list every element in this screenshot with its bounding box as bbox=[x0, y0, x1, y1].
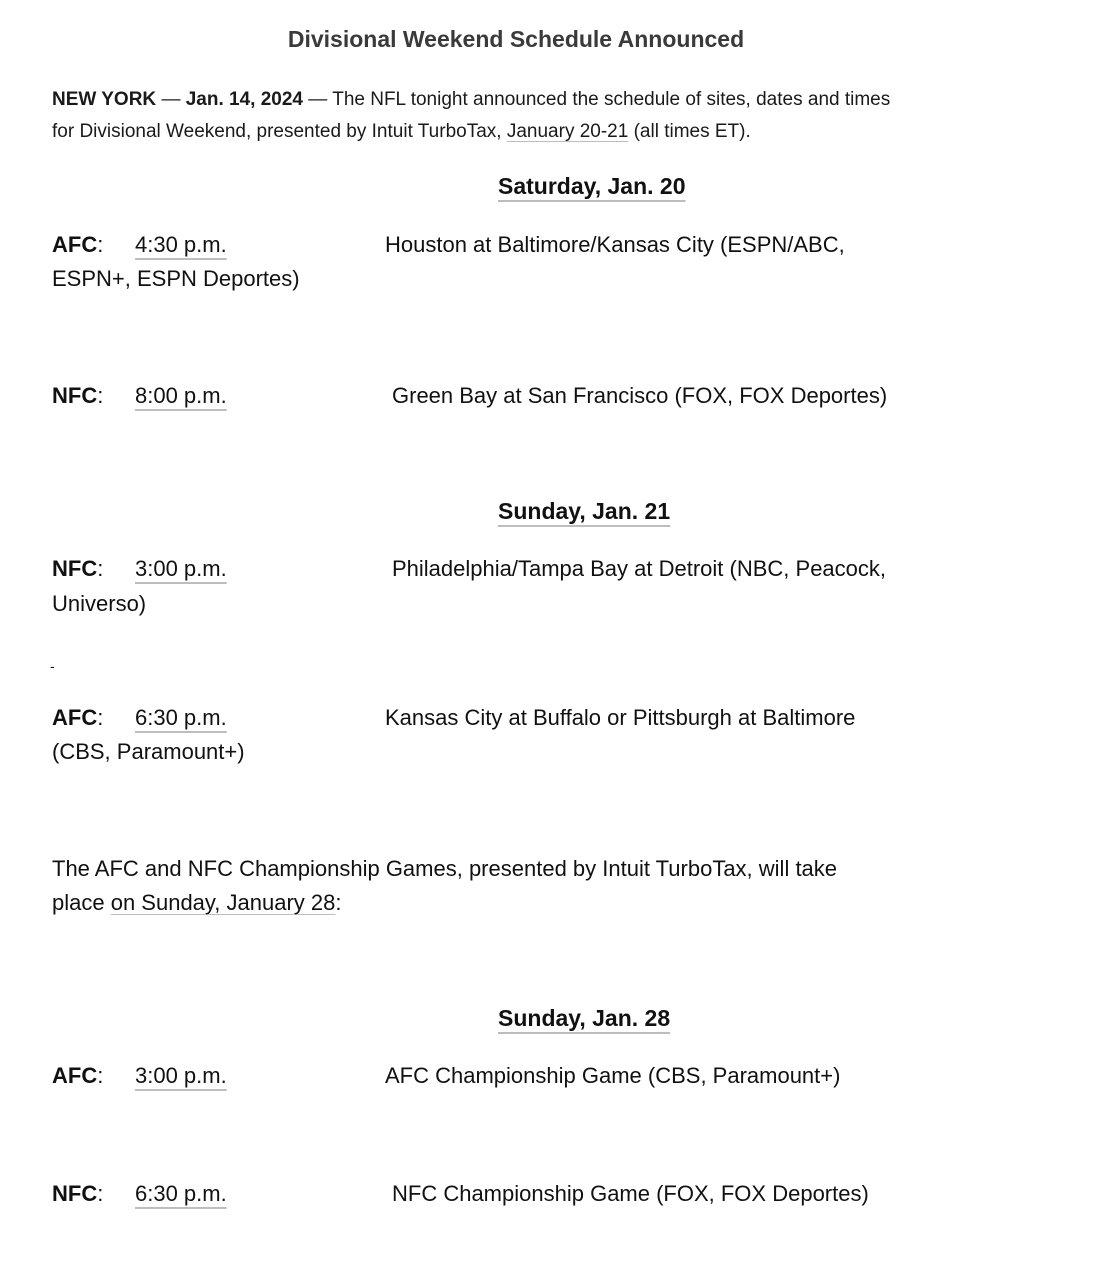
game-conf: NFC: bbox=[52, 556, 104, 581]
game-networks: ESPN+, ESPN Deportes) bbox=[52, 266, 300, 291]
intro-line-2 bbox=[52, 121, 751, 143]
game-matchup: Kansas City at Buffalo or Pittsburgh at Baltimore bbox=[385, 705, 856, 730]
intro-line-1 bbox=[52, 89, 890, 111]
game-matchup: Houston at Baltimore/Kansas City (ESPN/ABC, bbox=[385, 232, 845, 257]
separator-dash: - bbox=[50, 658, 55, 674]
day-heading-sunday-28: Sunday, Jan. 28 bbox=[498, 1005, 671, 1031]
game-matchup: Green Bay at San Francisco (FOX, FOX Deportes) bbox=[392, 383, 888, 408]
game-conf: NFC: bbox=[52, 1181, 104, 1206]
game-matchup: Philadelphia/Tampa Bay at Detroit (NBC, Peacock, bbox=[392, 556, 887, 581]
game-matchup: NFC Championship Game (FOX, FOX Deportes) bbox=[392, 1181, 869, 1206]
game-time[interactable]: 8:00 p.m. bbox=[135, 383, 227, 408]
game-time[interactable]: 6:30 p.m. bbox=[135, 705, 227, 730]
game-time[interactable]: 4:30 p.m. bbox=[135, 232, 227, 257]
page-title: Divisional Weekend Schedule Announced bbox=[287, 26, 745, 52]
dateline-city: NEW YORK bbox=[52, 89, 157, 110]
game-conf: AFC: bbox=[52, 705, 104, 730]
game-time[interactable]: 6:30 p.m. bbox=[135, 1181, 227, 1206]
game-conf: NFC: bbox=[52, 383, 104, 408]
championship-text-line-1: The AFC and NFC Championship Games, presented by Intuit TurboTax, will take bbox=[52, 856, 838, 881]
date-range-link[interactable]: January 20-21 bbox=[506, 121, 629, 142]
championship-date-link[interactable]: on Sunday, January 28 bbox=[110, 890, 336, 915]
game-time[interactable]: 3:00 p.m. bbox=[135, 1063, 227, 1088]
game-networks: (CBS, Paramount+) bbox=[52, 739, 245, 764]
game-conf: AFC: bbox=[52, 1063, 104, 1088]
game-time[interactable]: 3:00 p.m. bbox=[135, 556, 227, 581]
day-heading-saturday: Saturday, Jan. 20 bbox=[498, 173, 686, 199]
game-conf: AFC: bbox=[52, 232, 104, 257]
game-matchup: AFC Championship Game (CBS, Paramount+) bbox=[385, 1063, 841, 1088]
championship-text-line-2: place on Sunday, January 28: bbox=[52, 890, 342, 915]
intro-text-3: (all times ET). bbox=[628, 121, 751, 142]
dateline-dash: — bbox=[156, 89, 186, 110]
intro-text: — The NFL tonight announced the schedule of sites, dates and times bbox=[303, 89, 891, 110]
intro-text-2: for Divisional Weekend, presented by Intuit TurboTax, bbox=[52, 121, 507, 142]
day-heading-sunday-21: Sunday, Jan. 21 bbox=[498, 498, 671, 524]
game-networks: Universo) bbox=[52, 591, 147, 616]
dateline-date: Jan. 14, 2024 bbox=[185, 89, 303, 110]
